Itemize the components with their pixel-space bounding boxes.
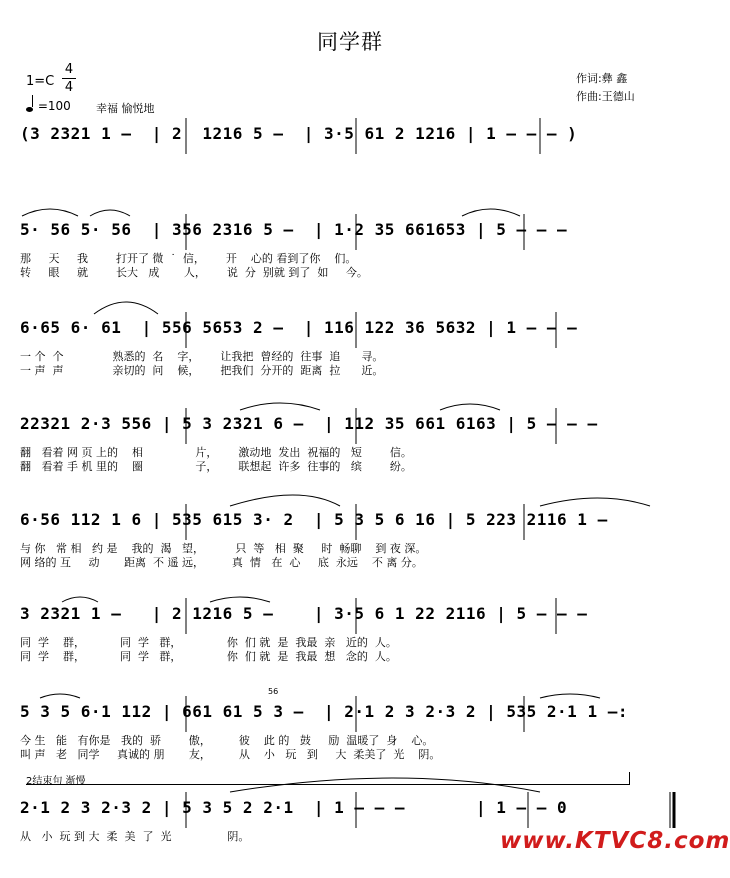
lyrics-verse-1: 从 小 玩 到 大 柔 美 了 光 阴。: [20, 830, 250, 843]
tempo-marking: [26, 98, 71, 113]
slur: [240, 403, 320, 410]
time-signature: [62, 62, 76, 95]
site-watermark: www.KTVC8.com: [500, 828, 730, 854]
lyrics-verse-2: 叫 声 老 同学 真诚的 朋 友， 从 小 玩 到 大 柔美了 光 阴。: [20, 748, 441, 761]
slur: [94, 302, 158, 314]
slur: [540, 694, 600, 698]
slur: [230, 495, 340, 506]
notes-line: 22321 2·3 556 | 5 3 2321 6 – | 112 35 661 6163 | 5 – – –: [20, 414, 598, 433]
composer-credit: 作曲:王德山: [576, 90, 635, 103]
notes-line: (3 2321 1 – | 2 1216 5 – | 3·5 61 2 1216 | 1 – – – ): [20, 124, 578, 143]
lyrics-verse-1: 今 生 能 有你是 我的 骄 傲， 彼 此 的 鼓 励 温暖了 身 心。: [20, 734, 434, 747]
score-system-5: [0, 510, 700, 590]
notes-line: 5 3 5 6·1 112 | 661 61 5 3 – | 2·1 2 3 2·3 2 | 535 2·1 1 –:: [20, 702, 628, 721]
lyrics-verse-1: 同 学 群， 同 学 群， 你 们 就 是 我最 亲 近的 人。: [20, 636, 397, 649]
tempo-value: =100: [37, 99, 71, 113]
slur: [22, 209, 78, 216]
meter-top: 4: [64, 62, 74, 77]
lyrics-verse-2: 转 眼 就 长大 成 人， 说 分 别就 到了 如 今。: [20, 266, 368, 279]
meter-divider: [62, 78, 76, 79]
notes-line: 3 2321 1 – | 2 1216 5 – | 3·5 6 1 22 2116 | 5 – – –: [20, 604, 588, 623]
lyrics-verse-2: 网 络的 互 动 距离 不 遥 远， 真 情 在 心 底 永远 不 离 分。: [20, 556, 423, 569]
notes-line: 2·1 2 3 2·3 2 | 5 3 5 2 2·1 | 1 – – – | 1 – – 0: [20, 798, 568, 817]
lyrics-verse-1: 翻 看着 网 页 上的 相 片， 激动地 发出 祝福的 短 信。: [20, 446, 412, 459]
notes-line: 6·56 112 1 6 | 535 615 3· 2 | 5 3 5 6 16 | 5 223 2116 1 –: [20, 510, 608, 529]
notes-line: 6·65 6· 61 | 556 5653 2 – | 116 122 36 5632 | 1 – – –: [20, 318, 578, 337]
ending-bracket-line: [26, 784, 630, 785]
slur: [540, 498, 650, 506]
slur: [440, 404, 500, 410]
lyrics-verse-1: 一 个 个 熟悉的 名 字， 让我把 曾经的 往事 追 寻。: [20, 350, 384, 363]
lyrics-verse-1: 那 天 我 打开了 微 ˙ 信， 开 心的 看到了你 们。: [20, 252, 357, 265]
ending-annotation: 2结束句 渐慢: [26, 776, 86, 787]
slur: [210, 597, 270, 602]
song-title: 同学群: [317, 30, 383, 54]
key-signature: 1=C: [26, 74, 55, 89]
slur: [462, 209, 520, 216]
note-stem: [32, 95, 33, 107]
lyrics-verse-2: 翻 看着 手 机 里的 圈 子， 联想起 许多 往事的 缤 纷。: [20, 460, 412, 473]
score-system-7: [0, 702, 700, 782]
slur: [62, 597, 98, 602]
expression-marking: 幸福 愉悦地: [96, 102, 155, 115]
quarter-note-icon: [26, 107, 33, 112]
score-system-3: [0, 318, 700, 398]
lyrics-verse-1: 与 你 常 相 约 是 我的 渴 望， 只 等 相 聚 时 畅聊 到 夜 深。: [20, 542, 427, 555]
score-system-1: [0, 124, 700, 204]
grace-note: 56: [268, 687, 279, 696]
lyrics-verse-2: 同 学 群， 同 学 群， 你 们 就 是 我最 想 念的 人。: [20, 650, 397, 663]
notes-line: 5· 56 5· 56 | 356 2316 5 – | 1·2 35 661653 | 5 – – –: [20, 220, 568, 239]
score-system-4: [0, 414, 700, 494]
slur: [40, 694, 80, 698]
lyricist-credit: 作词:彝 鑫: [576, 72, 628, 85]
slur: [90, 210, 130, 216]
meter-bottom: 4: [64, 80, 74, 95]
score-system-6: [0, 604, 700, 684]
ending-bracket-tick: [629, 772, 630, 785]
lyrics-verse-2: 一 声 声 亲切的 问 候， 把我们 分开的 距离 拉 近。: [20, 364, 384, 377]
score-system-2: [0, 220, 700, 300]
